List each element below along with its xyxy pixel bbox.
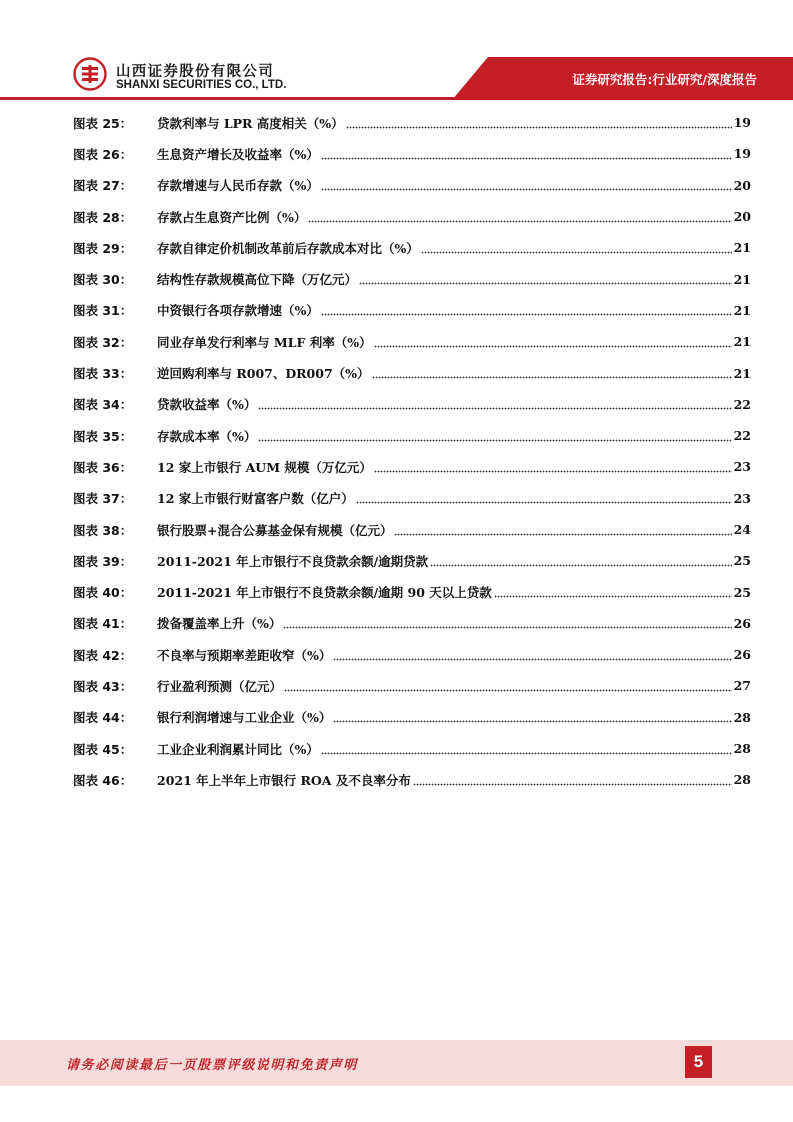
toc-entry[interactable] xyxy=(73,263,751,294)
toc-figure-label: 图表 39： xyxy=(73,553,133,569)
toc-figure-label: 图表 44： xyxy=(73,710,133,726)
toc-dot-leader xyxy=(413,774,732,786)
toc-page-number: 26 xyxy=(733,647,751,663)
page-number: 5 xyxy=(685,1046,712,1078)
toc-page-number: 19 xyxy=(733,115,751,131)
toc-figure-title: 中资银行各项存款增速（%） xyxy=(157,303,319,319)
toc-entry[interactable] xyxy=(73,545,751,576)
toc-figure-label: 图表 37： xyxy=(73,491,133,507)
toc-figure-title: 同业存单发行利率与 MLF 利率（%） xyxy=(157,334,372,350)
toc-figure-title: 银行利润增速与工业企业（%） xyxy=(157,710,332,726)
toc-entry[interactable] xyxy=(73,107,751,138)
toc-page-number: 22 xyxy=(733,428,751,444)
toc-figure-title: 2011-2021 年上市银行不良贷款余额/逾期 90 天以上贷款 xyxy=(157,585,492,601)
toc-dot-leader xyxy=(374,336,732,348)
report-type: 证券研究报告:行业研究/深度报告 xyxy=(572,72,757,87)
toc-figure-label: 图表 43： xyxy=(73,678,133,694)
toc-entry[interactable] xyxy=(73,326,751,357)
toc-entry[interactable] xyxy=(73,138,751,169)
toc-figure-title: 存款成本率（%） xyxy=(157,428,257,444)
toc-figure-label: 图表 42： xyxy=(73,647,133,663)
toc-figure-title: 2011-2021 年上市银行不良贷款余额/逾期贷款 xyxy=(157,553,429,569)
toc-figure-title: 2021 年上半年上市银行 ROA 及不良率分布 xyxy=(157,772,411,788)
toc-page-number: 19 xyxy=(733,146,751,162)
toc-figure-title: 不良率与预期率差距收窄（%） xyxy=(157,647,332,663)
toc-entry[interactable] xyxy=(73,702,751,733)
toc-figure-label: 图表 34： xyxy=(73,397,133,413)
toc-entry[interactable] xyxy=(73,764,751,795)
toc-figure-label: 图表 40： xyxy=(73,585,133,601)
toc-figure-label: 图表 33： xyxy=(73,366,133,382)
toc-page-number: 25 xyxy=(733,584,751,600)
toc-dot-leader xyxy=(258,398,731,410)
toc-page-number: 27 xyxy=(733,678,751,694)
toc-entry[interactable] xyxy=(73,514,751,545)
toc-entry[interactable] xyxy=(73,608,751,639)
disclaimer-text: 请务必阅读最后一页股票评级说明和免责声明 xyxy=(66,1058,359,1073)
toc-entry[interactable] xyxy=(73,451,751,482)
toc-page-number: 22 xyxy=(733,396,751,412)
toc-dot-leader xyxy=(372,367,732,379)
toc-dot-leader xyxy=(359,273,732,285)
toc-figure-label: 图表 31： xyxy=(73,303,133,319)
toc-figure-label: 图表 29： xyxy=(73,240,133,256)
company-name-en: SHANXI SECURITIES CO., LTD. xyxy=(116,79,287,91)
toc-figure-title: 12 家上市银行 AUM 规模（万亿元） xyxy=(157,459,372,475)
toc-entry[interactable] xyxy=(73,733,751,764)
toc-page-number: 20 xyxy=(733,209,751,225)
toc-page-number: 21 xyxy=(733,240,751,256)
toc-dot-leader xyxy=(321,304,732,316)
toc-figure-label: 图表 32： xyxy=(73,334,133,350)
toc-entry[interactable] xyxy=(73,483,751,514)
toc-figure-label: 图表 36： xyxy=(73,459,133,475)
toc-entry[interactable] xyxy=(73,201,751,232)
toc-figure-label: 图表 28： xyxy=(73,209,133,225)
figure-list xyxy=(73,107,751,796)
toc-figure-title: 生息资产增长及收益率（%） xyxy=(157,146,319,162)
toc-dot-leader xyxy=(494,586,732,598)
toc-figure-label: 图表 26： xyxy=(73,146,133,162)
toc-page-number: 21 xyxy=(733,302,751,318)
toc-page-number: 23 xyxy=(733,490,751,506)
toc-figure-label: 图表 35： xyxy=(73,428,133,444)
toc-dot-leader xyxy=(321,743,732,755)
toc-figure-title: 工业企业利润累计同比（%） xyxy=(157,741,319,757)
toc-entry[interactable] xyxy=(73,389,751,420)
toc-dot-leader xyxy=(430,555,731,567)
toc-entry[interactable] xyxy=(73,420,751,451)
toc-dot-leader xyxy=(258,430,731,442)
toc-entry[interactable] xyxy=(73,639,751,670)
page-header xyxy=(0,0,793,106)
toc-dot-leader xyxy=(394,524,731,536)
toc-entry[interactable] xyxy=(73,232,751,263)
toc-figure-title: 银行股票+混合公募基金保有规模（亿元） xyxy=(157,522,393,538)
toc-figure-title: 存款自律定价机制改革前后存款成本对比（%） xyxy=(157,240,419,256)
toc-page-number: 28 xyxy=(733,709,751,725)
toc-page-number: 20 xyxy=(733,177,751,193)
toc-entry[interactable] xyxy=(73,170,751,201)
toc-dot-leader xyxy=(333,649,731,661)
toc-figure-title: 结构性存款规模高位下降（万亿元） xyxy=(157,272,358,288)
toc-dot-leader xyxy=(356,492,732,504)
toc-figure-title: 拨备覆盖率上升（%） xyxy=(157,616,282,632)
toc-page-number: 25 xyxy=(733,553,751,569)
toc-figure-label: 图表 27： xyxy=(73,178,133,194)
toc-page-number: 21 xyxy=(733,334,751,350)
toc-page-number: 26 xyxy=(733,615,751,631)
toc-page-number: 28 xyxy=(733,772,751,788)
toc-figure-title: 12 家上市银行财富客户数（亿户） xyxy=(157,491,354,507)
company-logo-icon xyxy=(73,57,107,91)
toc-figure-title: 行业盈利预测（亿元） xyxy=(157,678,283,694)
toc-dot-leader xyxy=(283,617,731,629)
toc-page-number: 23 xyxy=(733,459,751,475)
toc-entry[interactable] xyxy=(73,576,751,607)
toc-dot-leader xyxy=(346,117,732,129)
toc-figure-label: 图表 45： xyxy=(73,741,133,757)
company-name-cn: 山西证券股份有限公司 xyxy=(116,64,274,80)
page-footer xyxy=(0,1040,793,1086)
toc-figure-title: 贷款利率与 LPR 高度相关（%） xyxy=(157,115,344,131)
toc-entry[interactable] xyxy=(73,357,751,388)
toc-figure-label: 图表 30： xyxy=(73,272,133,288)
toc-figure-title: 贷款收益率（%） xyxy=(157,397,257,413)
toc-figure-label: 图表 46： xyxy=(73,772,133,788)
toc-dot-leader xyxy=(308,211,731,223)
toc-figure-label: 图表 41： xyxy=(73,616,133,632)
toc-page-number: 21 xyxy=(733,365,751,381)
toc-figure-title: 存款增速与人民币存款（%） xyxy=(157,178,319,194)
toc-dot-leader xyxy=(333,711,731,723)
toc-figure-title: 存款占生息资产比例（%） xyxy=(157,209,307,225)
toc-dot-leader xyxy=(374,461,732,473)
toc-dot-leader xyxy=(321,148,732,160)
toc-figure-title: 逆回购利率与 R007、DR007（%） xyxy=(157,366,370,382)
toc-page-number: 21 xyxy=(733,271,751,287)
toc-dot-leader xyxy=(421,242,732,254)
toc-entry[interactable] xyxy=(73,295,751,326)
toc-dot-leader xyxy=(321,179,732,191)
toc-figure-label: 图表 38： xyxy=(73,522,133,538)
toc-dot-leader xyxy=(284,680,732,692)
toc-entry[interactable] xyxy=(73,670,751,701)
toc-page-number: 28 xyxy=(733,741,751,757)
toc-page-number: 24 xyxy=(733,522,751,537)
toc-figure-label: 图表 25： xyxy=(73,115,133,131)
